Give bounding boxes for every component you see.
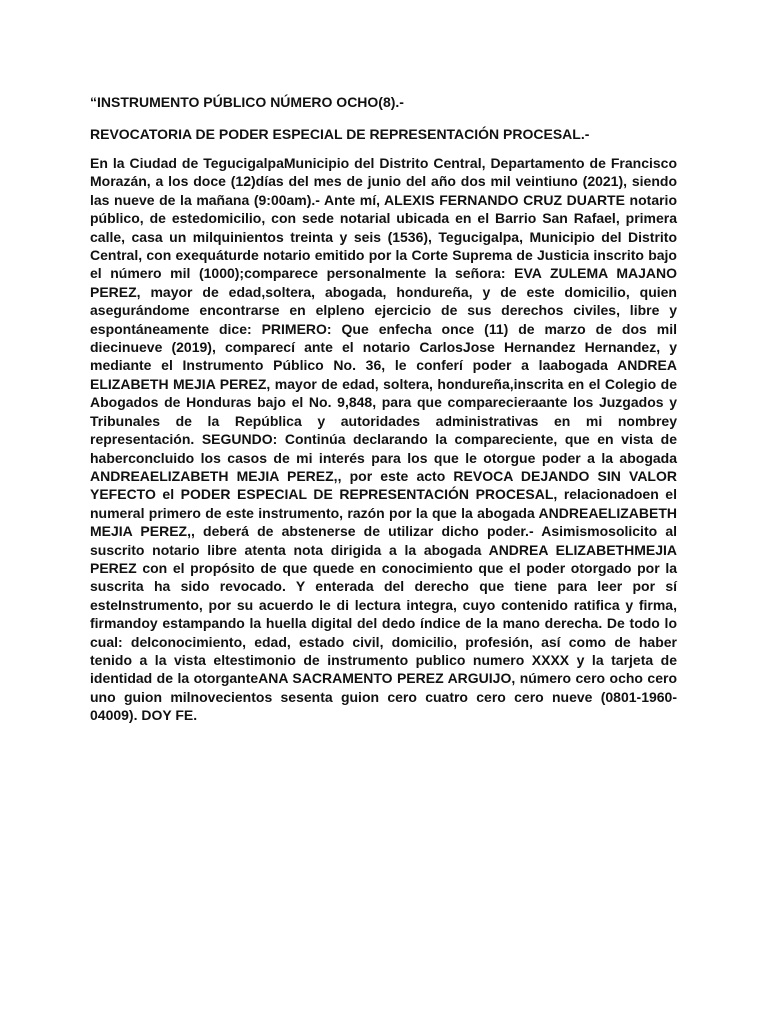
document-page [90, 92, 677, 725]
document-subtitle: REVOCATORIA DE PODER ESPECIAL DE REPRESENTACIÓN PROCESAL.- [90, 126, 590, 142]
document-body-paragraph: En la Ciudad de TegucigalpaMunicipio del Distrito Central, Departamento de Francisco Morazán, a los doce (12)días del mes de junio del año dos mil veintiuno (2021), siendo las nueve de la mañana (9:00am).- Ante mí, ALEXIS FERNANDO CRUZ DUARTE notario público, de estedomicilio, con sede notarial ubicada en el Barrio San Rafael, primera calle, casa un milquinientos treinta y seis (1536), Tegucigalpa, Municipio del Distrito Central, con exequáturde notario emitido por la Corte Suprema de Justicia inscrito bajo el número mil (1000);comparece personalmente la señora: EVA ZULEMA MAJANO PEREZ, mayor de edad,soltera, abogada, hondureña, y de este domicilio, quien asegurándome encontrarse en elpleno ejercicio de sus derechos civiles, libre y espontáneamente dice: PRIMERO: Que enfecha once (11) de marzo de dos mil diecinueve (2019), comparecí ante el notario CarlosJose Hernandez Hernandez, y mediante el Instrumento Público No. 36, le conferí poder a laabogada ANDREA ELIZABETH MEJIA PEREZ, mayor de edad, soltera, hondureña,inscrita en el Colegio de Abogados de Honduras bajo el No. 9,848, para que comparecieraante los Juzgados y Tribunales de la República y autoridades administrativas en mi nombrey representación. SEGUNDO: Continúa declarando la compareciente, que en vista de haberconcluido los casos de mi interés para los que le otorgue poder a la abogada ANDREAELIZABETH MEJIA PEREZ,, por este acto REVOCA DEJANDO SIN VALOR YEFECTO el PODER ESPECIAL DE REPRESENTACIÓN PROCESAL, relacionadoen el numeral primero de este instrumento, razón por la que la abogada ANDREAELIZABETH MEJIA PEREZ,, deberá de abstenerse de utilizar dicho poder.- Asimismosolicito al suscrito notario libre atenta nota dirigida a la abogada ANDREA ELIZABETHMEJIA PEREZ con el propósito de que quede en conocimiento que el poder otorgado por la suscrita ha sido revocado. Y enterada del derecho que tiene para leer por sí esteInstrumento, por su acuerdo le di lectura integra, cuyo contenido ratifica y firma, firmandoy estampando la huella digital del dedo índice de la mano derecha. De todo lo cual: delconocimiento, edad, estado civil, domicilio, profesión, así como de haber tenido a la vista eltestimonio de instrumento publico numero XXXX y la tarjeta de identidad de la otorganteANA SACRAMENTO PEREZ ARGUIJO, número cero ocho cero uno guion milnovecientos sesenta guion cero cuatro cero cero nueve (0801-1960-04009). DOY FE. [90, 155, 677, 724]
document-title: “INSTRUMENTO PÚBLICO NÚMERO OCHO(8).- [90, 94, 404, 110]
